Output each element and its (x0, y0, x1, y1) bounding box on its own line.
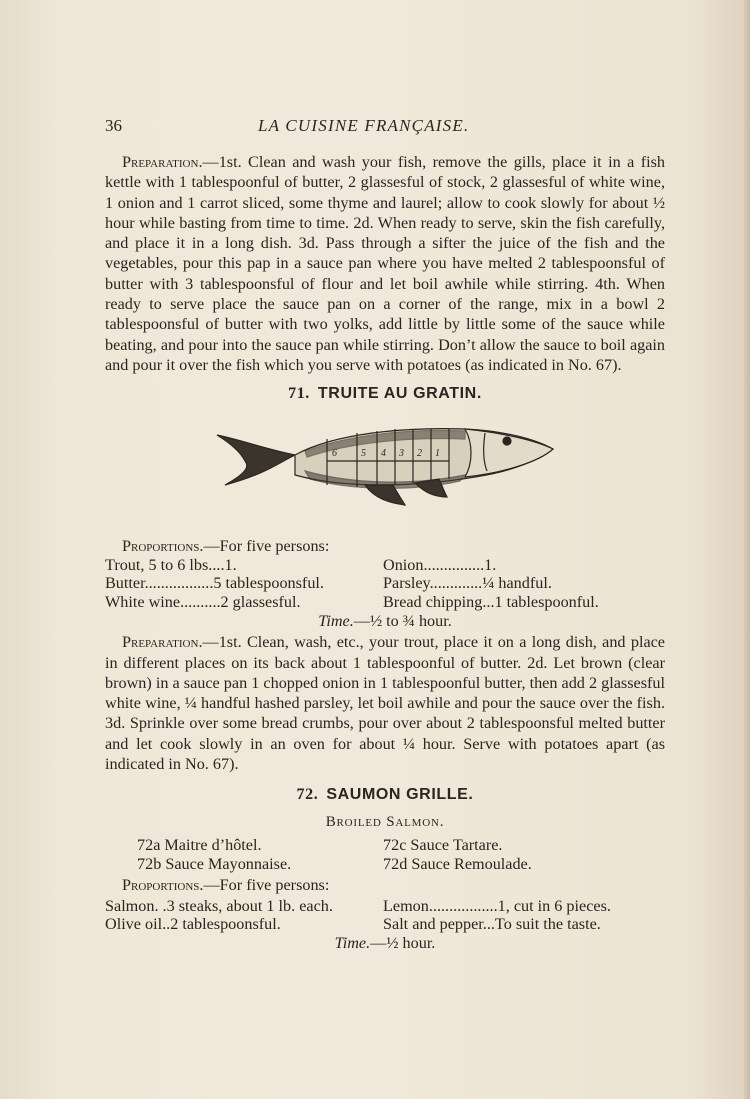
sauce-right: 72d Sauce Remoulade. (383, 854, 532, 873)
fish-section-2: 2 (417, 448, 422, 460)
proportions-intro: .—For five persons: (199, 537, 330, 556)
recipe-71-preparation (105, 632, 665, 774)
ingredient-left: Butter.................5 tablespoonsful. (105, 574, 324, 593)
sauce-right: 72c Sauce Tartare. (383, 836, 503, 855)
recipe-72-title: SAUMON GRILLE. (326, 786, 474, 804)
ingredient-right: Bread chipping...1 tablespoonful. (383, 592, 599, 611)
preparation-text: .—1st. Clean and wash your fish, remove the gills, place it in a fish kettle with 1 tablespoonful of butter, 2 glassesful of stock, 2 glassesful of white wine, 1 onion and 1 carrot sliced, some thyme and laurel; allow to cook slowly for about ½ hour while basting from time to time. 2d. When ready to serve, skin the fish carefully, and place it in a long dish. 3d. Pass through a sifter the juice of the fish and the vegetables, pour this pap in a sauce pan where you have melted 2 tablespoonsful of butter with 3 tablespoonsful of flour and let boil awhile while stirring. 4th. When ready to serve place the sauce pan on a corner of the range, mix in a bowl 2 tablespoonsful of butter with two yolks, add little by little some of the sauce while beating, and pour into the sauce pan while stirring. Don’t allow the sauce to boil again and pour it over the fish which you serve with potatoes (as indicated in No. 67). (105, 153, 665, 374)
time-label: Time. (318, 612, 354, 631)
preparation-label: Preparation (122, 633, 199, 652)
fish-illustration-icon (215, 419, 555, 511)
intro-preparation-paragraph (105, 152, 665, 375)
recipe-71-heading (105, 385, 665, 407)
fish-section-3: 3 (399, 448, 404, 460)
recipe-71-number: 71. (288, 385, 310, 403)
recipe-72-number: 72. (296, 786, 319, 804)
proportions-label: Proportions (122, 876, 200, 895)
ingredient-left: White wine..........2 glassesful. (105, 592, 301, 611)
ingredient-right: Onion...............1. (383, 555, 497, 574)
ingredient-left: Trout, 5 to 6 lbs....1. (105, 555, 237, 574)
preparation-text: .—1st. Clean, wash, etc., your trout, place it on a long dish, and place in different places on its back about 1 tablespoonful of butter. 2d. Let brown (clear brown) in a sauce pan 1 chopped onion in 1 tablespoonful butter, then add 2 glassesful white wine, ¼ handful hashed parsley, let boil awhile and pour the sauce over the fish. 3d. Sprinkle over some bread crumbs, pour over about 2 tablespoonsful melted butter and let cook slowly in an oven for about ¼ hour. Serve with potatoes apart (as indicated in No. 67). (105, 633, 665, 774)
time-label: Time. (334, 933, 371, 952)
fish-section-4: 4 (381, 448, 386, 460)
recipe-72-time (105, 934, 665, 953)
time-value: —½ hour. (370, 933, 436, 952)
recipe-72-subtitle: Broiled Salmon. (325, 814, 445, 831)
sauce-left: 72a Maitre d’hôtel. (137, 836, 262, 855)
recipe-71-time (105, 612, 665, 631)
ingredient-row (105, 556, 665, 575)
fish-illustration (105, 419, 665, 529)
ingredient-left: Salmon. .3 steaks, about 1 lb. each. (105, 896, 333, 915)
preparation-label: Preparation (122, 153, 199, 171)
page-number: 36 (105, 116, 122, 135)
page-content (105, 116, 665, 953)
sauce-row (105, 836, 665, 855)
recipe-72-proportions (105, 876, 665, 895)
recipe-71-proportions (105, 537, 665, 556)
fish-section-5: 5 (361, 448, 366, 460)
ingredient-right: Parsley.............¼ handful. (383, 574, 552, 593)
recipe-71-title: TRUITE AU GRATIN. (317, 385, 482, 403)
time-value: —½ to ¾ hour. (353, 612, 452, 631)
running-header (105, 116, 665, 146)
ingredient-row (105, 915, 665, 934)
page-edge (744, 0, 750, 1099)
recipe-72-heading (105, 786, 665, 808)
ingredient-right: Salt and pepper...To suit the taste. (383, 915, 601, 934)
proportions-intro: .—For five persons: (199, 876, 330, 895)
proportions-label: Proportions (122, 537, 200, 556)
running-title: LA CUISINE FRANÇAISE. (258, 116, 470, 135)
sauce-row (105, 855, 665, 874)
ingredient-left: Olive oil..2 tablespoonsful. (105, 915, 281, 934)
ingredient-right: Lemon.................1, cut in 6 pieces. (383, 896, 611, 915)
ingredient-row (105, 574, 665, 593)
ingredient-row (105, 897, 665, 916)
fish-section-6: 6 (332, 448, 337, 460)
sauce-left: 72b Sauce Mayonnaise. (137, 854, 292, 873)
ingredient-row (105, 593, 665, 612)
fish-section-1: 1 (435, 448, 440, 460)
